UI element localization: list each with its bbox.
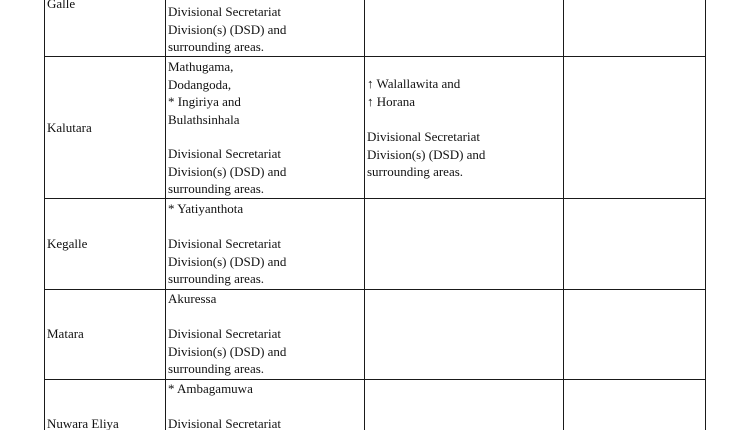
affected-line: * Yatiyanthota <box>168 201 244 216</box>
district-name: Kalutara <box>47 120 92 135</box>
affected-line: Division(s) (DSD) and <box>168 21 287 37</box>
affected-line: * Ingiriya and <box>168 94 241 109</box>
affected-line: surrounding areas. <box>168 361 265 376</box>
warning-areas-list <box>367 75 460 110</box>
warning-areas-note <box>367 128 485 181</box>
row-divider-3 <box>44 289 706 290</box>
affected-areas-note <box>168 145 286 198</box>
affected-areas-list <box>168 380 253 398</box>
warning-line: ↑ Horana <box>367 93 416 109</box>
affected-line: Dodangoda, <box>168 76 232 92</box>
affected-line: Mathugama, <box>168 59 234 74</box>
warning-line: ↑ Walallawita and <box>367 76 461 91</box>
warning-line: Divisional Secretariat <box>367 129 480 144</box>
affected-line: Bulathsinhala <box>168 111 240 127</box>
table-border-right <box>705 0 706 430</box>
affected-line: Divisional Secretariat <box>168 416 281 430</box>
affected-line: Divisional Secretariat <box>168 326 281 341</box>
row-divider-1 <box>44 56 706 57</box>
affected-areas-note <box>168 235 286 288</box>
affected-line: Division(s) (DSD) and <box>168 253 287 269</box>
affected-line: Divisional Secretariat <box>168 146 281 161</box>
table-border-left <box>44 0 45 430</box>
warning-line: surrounding areas. <box>367 164 464 179</box>
affected-line: Divisional Secretariat <box>168 4 281 19</box>
affected-line: Divisional Secretariat <box>168 236 281 251</box>
district-name: Galle <box>47 0 76 11</box>
warning-line: Division(s) (DSD) and <box>367 146 486 162</box>
affected-areas-note <box>168 415 281 430</box>
table-divider-3 <box>563 0 564 430</box>
affected-line: surrounding areas. <box>168 271 265 286</box>
row-divider-2 <box>44 198 706 199</box>
affected-areas-list <box>168 200 243 218</box>
affected-areas-list <box>168 58 241 128</box>
affected-line: surrounding areas. <box>168 181 265 196</box>
affected-areas-list <box>168 290 216 308</box>
affected-areas-note <box>168 325 286 378</box>
table-divider-1 <box>165 0 166 430</box>
affected-line: Division(s) (DSD) and <box>168 343 287 359</box>
district-name: Matara <box>47 326 84 341</box>
row-divider-4 <box>44 379 706 380</box>
district-name: Nuwara Eliya <box>47 416 119 430</box>
affected-line: Division(s) (DSD) and <box>168 163 287 179</box>
affected-line: Akuressa <box>168 291 217 306</box>
affected-areas <box>168 3 286 56</box>
table-divider-2 <box>364 0 365 430</box>
affected-line: * Ambagamuwa <box>168 381 253 396</box>
affected-line: surrounding areas. <box>168 39 265 54</box>
district-name: Kegalle <box>47 236 88 251</box>
